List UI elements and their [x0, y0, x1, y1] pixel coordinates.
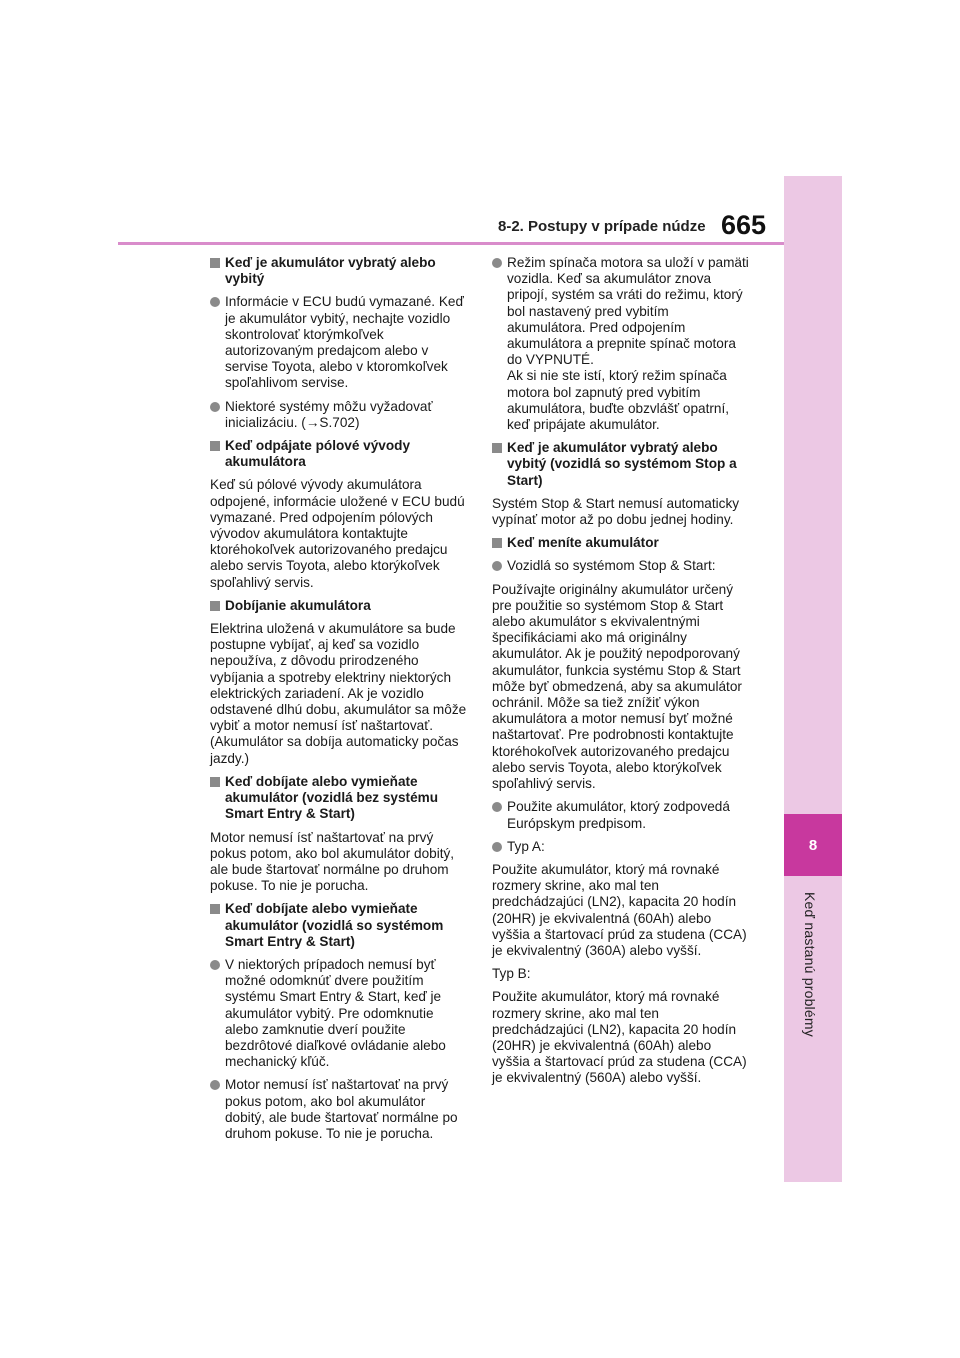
chapter-side-tab: [784, 176, 842, 1182]
page-number: 665: [721, 210, 767, 240]
bullet-european-regulations: Použite akumulátor, ktorý zodpovedá Európskym predpisom.: [492, 799, 750, 831]
paragraph-genuine-battery: Používajte originálny akumulátor určený pre použitie so systémom Stop & Start alebo akumulátor s ekvivalentnými špecifikáciami ako má originálny akumulátor. Ak je použitý nepodporovaný akumulátor, funkcia systému Stop & Start môže byť obmedzená, aby sa akumulátor ochránil. Môže sa tiež znížiť výkon akumulátora a motor nemusí byť možné naštartovať. Pre podrobnosti kontaktujte ktoréhokoľvek autorizovaného predajcu alebo servis Toyota, alebo ktorýkoľvek spoľahlivý servis.: [492, 581, 742, 792]
bullet-engine-may-not-start: Motor nemusí ísť naštartovať na prvý pokus potom, ako bol akumulátor dobitý, ale bude štartovať normálne po druhom pokuse. To nie je porucha.: [210, 1077, 468, 1142]
heading-charging-battery: Dobíjanie akumulátora: [210, 598, 468, 614]
paragraph-type-a-spec: Použite akumulátor, ktorý má rovnaké rozmery skrine, ako mal ten predchádzajúci (LN2), kapacita 20 hodín (20HR) je ekvivalentná (60Ah) alebo vyššia a štartovací prúd za studena (CCA) je ekvivalentný (360A) alebo vyšší.: [492, 861, 747, 958]
paragraph-type-b-spec: Použite akumulátor, ktorý má rovnaké rozmery skrine, ako mal ten predchádzajúci (LN2), kapacita 20 hodín (20HR) je ekvivalentná (60Ah) alebo vyššia a štartovací prúd za studena (CCA) je ekvivalentný (560A) alebo vyšší.: [492, 989, 747, 1086]
heading-replacing-battery: Keď meníte akumulátor: [492, 535, 750, 551]
right-column: [492, 255, 750, 1094]
paragraph-disconnecting-terminals: Keď sú pólové vývody akumulátora odpojené, informácie uložené v ECU budú vymazané. Pred odpojením pólových vývodov akumulátora kontaktujte ktoréhokoľvek autorizovaného predajcu alebo servis Toyota, alebo ktorýkoľvek spoľahlivý servis.: [210, 477, 465, 590]
chapter-number: 8: [784, 814, 842, 876]
paragraph-charging-battery: Elektrina uložená v akumulátore sa bude postupne vybíjať, aj keď sa vozidlo nepoužíva, z dôvodu prirodzeného vybíjania a spotreby elektriny niektorých elektrických zariadení. Ak je vozidlo odstavené dlhú dobu, akumulátor sa môže vybiť a motor nemusí ísť naštartovať. (Akumulátor sa dobíja automaticky počas jazdy.): [210, 621, 467, 766]
bullet-engine-switch-mode: Režim spínača motora sa uloží v pamäti vozidla. Keď sa akumulátor znova pripojí, systém sa vráti do režimu, ktorý bol nastavený pred vybitím akumulátora. Pred odpojením akumulátora a prepnite spínač motora do VYPNUTÉ. Ak si nie ste istí, ktorý režim spínača motora bol zapnutý pred vybitím akumulátora, buďte obzvlášť opatrní, keď pripájate akumulátor.: [492, 255, 750, 433]
heading-disconnecting-terminals: Keď odpájate pólové vývody akumulátora: [210, 438, 468, 470]
chapter-title-box: [784, 892, 842, 1182]
left-column: [210, 255, 468, 1149]
paragraph-recharging-without-smart-entry: Motor nemusí ísť naštartovať na prvý pokus potom, ako bol akumulátor dobitý, ale bude štartovať normálne po druhom pokuse. To nie je porucha.: [210, 829, 455, 894]
heading-battery-removed: Keď je akumulátor vybratý alebo vybitý: [210, 255, 468, 287]
section-title: 8-2. Postupy v prípade núdze: [498, 218, 706, 235]
bullet-ecu-info-erased: Informácie v ECU budú vymazané. Keď je akumulátor vybitý, nechajte vozidlo skontrolovať ktorýmkoľvek autorizovaným predajcom alebo v servise Toyota, alebo v ktoromkoľvek spoľahlivom servise.: [210, 294, 468, 391]
paragraph-stop-start-delay: Systém Stop & Start nemusí automaticky vypínať motor až po dobu jednej hodiny.: [492, 495, 740, 528]
bullet-doors-unlock: V niektorých prípadoch nemusí byť možné odomknúť dvere použitím systému Smart Entry & Start, keď je akumulátor vybitý. Pre odomknutie alebo zamknutie dverí použite bezdrôtové diaľkové ovládanie alebo mechanický kľúč.: [210, 957, 468, 1070]
bullet-type-a: Typ A:: [492, 839, 750, 855]
heading-recharging-with-smart-entry: Keď dobíjate alebo vymieňate akumulátor (vozidlá so systémom Smart Entry & Start): [210, 901, 468, 950]
heading-stop-start-battery: Keď je akumulátor vybratý alebo vybitý (vozidlá so systémom Stop a Start): [492, 440, 750, 489]
header-divider: [118, 242, 784, 245]
bullet-systems-initialization: Niektoré systémy môžu vyžadovať inicializáciu. (→S.702): [210, 399, 468, 431]
chapter-title: Keď nastanú problémy: [802, 892, 818, 1037]
bullet-stop-start-vehicles: Vozidlá so systémom Stop & Start:: [492, 558, 750, 574]
label-type-b: Typ B:: [492, 966, 531, 982]
heading-recharging-without-smart-entry: Keď dobíjate alebo vymieňate akumulátor (vozidlá bez systému Smart Entry & Start): [210, 774, 468, 823]
